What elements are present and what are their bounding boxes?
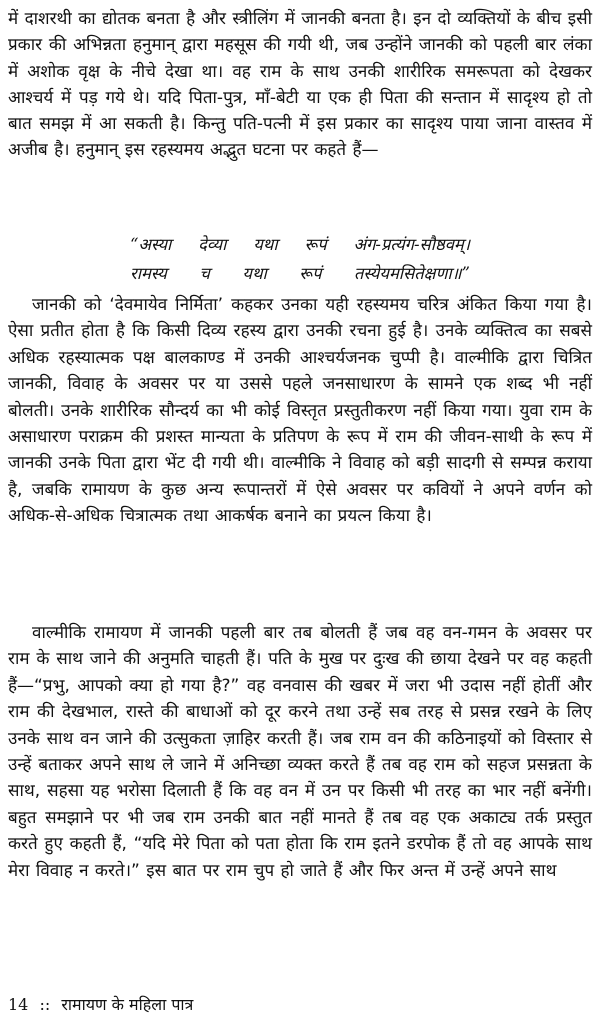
paragraph-3: वाल्मीकि रामायण में जानकी पहली बार तब बोलती हैं जब वह वन-गमन के अवसर पर राम के साथ जाने की अनुमति चाहती हैं। पति के मुख पर दुःख की छाया देखने पर वह कहती हैं—“प्रभु, आपको क्या हो गया है?” वह वनवास की खबर में जरा भी उदास नहीं होतीं और राम की देखभाल, रास्ते की बाधाओं को दूर करने तथा उन्हें सब तरह से प्रसन्न रखने के लिए उनके साथ वन जाने की उत्सुकता ज़ाहिर करती हैं। जब राम वन की कठिनाइयों को विस्तार से उन्हें बताकर अपने साथ ले जाने में अनिच्छा व्यक्त करते हैं तब वह राम को सहज प्रसन्नता के साथ, सहसा यह भरोसा दिलाती हैं कि वह वन में उन पर किसी भी तरह का भार नहीं बनेंगी। बहुत समझाने पर भी जब राम उनकी बात नहीं मानते हैं तब वह एक अकाट्य तर्क प्रस्तुत करते हुए कहती हैं, “यदि मेरे पिता को पता होता कि राम इतने डरपोक हैं तो वह आपके साथ मेरा विवाह न करते।” इस बात पर राम चुप हो जाते हैं और फिर अन्त में उन्हें अपने साथ xyxy=(8,623,592,881)
page-footer xyxy=(8,993,199,1015)
sanskrit-verse xyxy=(130,230,470,288)
paragraph-2: जानकी को ‘देवमायेव निर्मिता’ कहकर उनका यही रहस्यमय चरित्र अंकित किया गया है। ऐसा प्रतीत होता है कि किसी दिव्य रहस्य द्वारा उनकी रचना हुई है। उनके व्यक्तित्व का सबसे अधिक रहस्यात्मक पक्ष बालकाण्ड में उनकी आश्चर्यजनक चुप्पी है। वाल्मीकि द्वारा चित्रित जानकी, विवाह के अवसर पर या उससे पहले जनसाधारण के सामने एक शब्द भी नहीं बोलती। उनके शारीरिक सौन्दर्य का भी कोई विस्तृत प्रस्तुतीकरण नहीं किया गया। युवा राम के असाधारण पराक्रम की प्रशस्त मान्यता के प्रतिपण के रूप में राम की जीवन-साथी के रूप में जानकी उनके पिता द्वारा भेंट दी गयी थी। वाल्मीकि ने विवाह को बड़ी सादगी से सम्पन्न कराया है, जबकि रामायण के कुछ अन्य रूपान्तरों में ऐसे अवसर पर कवियों ने अपने वर्णन को अधिक-से-अधिक चित्रात्मक तथा आकर्षक बनाने का प्रयत्न किया है। xyxy=(8,295,592,527)
footer-separator: :: xyxy=(39,995,51,1014)
verse-line-2: रामस्य च यथा रूपं तस्येयमसितेक्षणा॥” xyxy=(130,264,470,283)
running-title: रामायण के महिला पात्र xyxy=(61,995,194,1014)
paragraph-1: में दाशरथी का द्योतक बनता है और स्त्रीलिंग में जानकी बनता है। इन दो व्यक्तियों के बीच इसी प्रकार की अभिन्नता हनुमान् द्वारा महसूस की गयी थी, जब उन्होंने जानकी को पहली बार लंका में अशोक वृक्ष के नीचे देखा था। वह राम के साथ उनकी शारीरिक समरूपता को देखकर आश्चर्य में पड़ गये थे। यदि पिता-पुत्र, माँ-बेटी या एक ही पिता की सन्तान में सादृश्य हो तो बात समझ में आ सकती है। किन्तु पति-पत्नी में इस प्रकार का सादृश्य पाया जाना वास्तव में अजीब है। हनुमान् इस रहस्यमय अद्भुत घटना पर कहते हैं— xyxy=(8,9,592,161)
page-number: 14 xyxy=(8,995,29,1014)
verse-line-1: “अस्या देव्या यथा रूपं अंग-प्रत्यंग-सौष्ठवम्। xyxy=(130,235,470,254)
